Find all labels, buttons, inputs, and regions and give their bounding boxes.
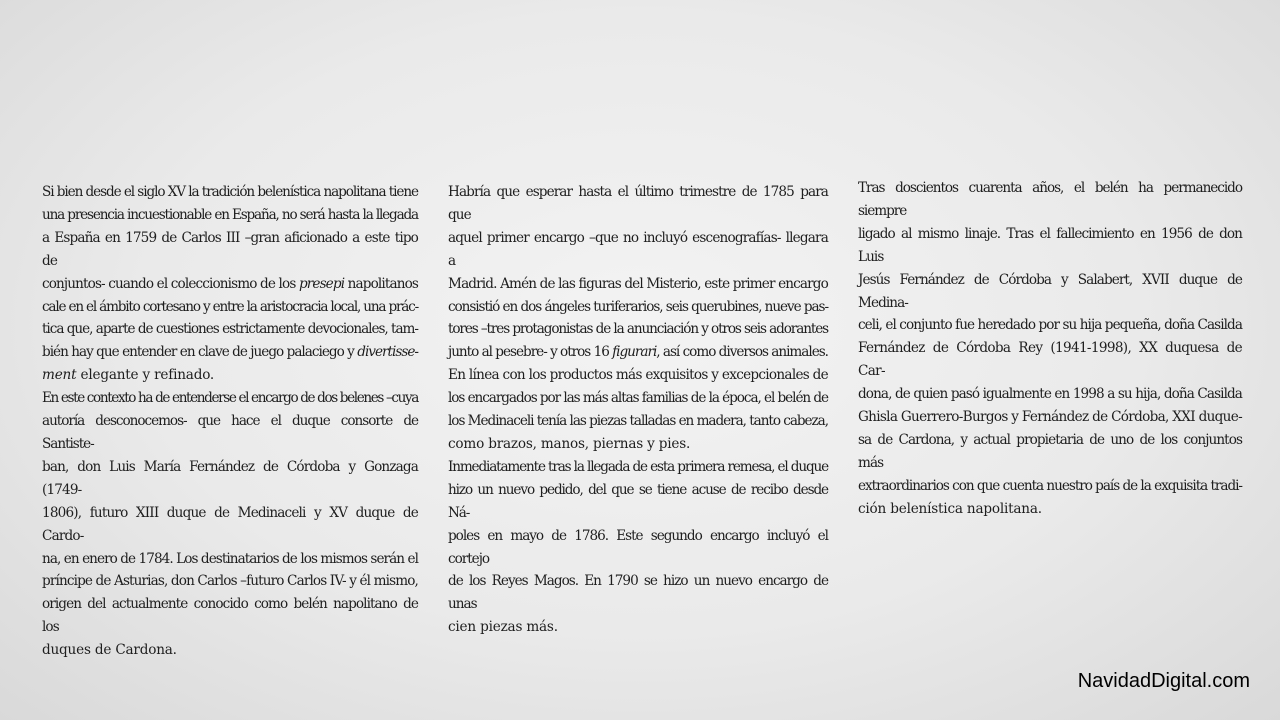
text-line bbox=[448, 479, 828, 525]
text-column-1 bbox=[42, 181, 418, 662]
text-line bbox=[448, 616, 828, 639]
text-run: Inmediatamente tras la llegada de esta primera remesa, el duque bbox=[448, 458, 828, 475]
text-line bbox=[448, 525, 828, 571]
text-run: 1806), futuro XIII duque de Medinaceli y XV duque de Cardo- bbox=[42, 504, 418, 544]
paragraph bbox=[42, 387, 418, 662]
text-line bbox=[42, 227, 418, 273]
text-run: autoría desconocemos- que hace el duque consorte de Santiste- bbox=[42, 413, 418, 452]
text-run: a España en 1759 de Carlos III –gran aficionado a este tipo de bbox=[42, 229, 418, 269]
text-run: poles en mayo de 1786. Este segundo encargo incluyó el cortejo bbox=[448, 527, 828, 567]
text-run: hizo un nuevo pedido, del que se tiene acuse de recibo desde Ná- bbox=[448, 481, 828, 521]
text-line bbox=[448, 456, 828, 479]
text-line bbox=[858, 475, 1242, 498]
paragraph bbox=[858, 177, 1242, 521]
text-line bbox=[858, 223, 1242, 269]
text-run: En línea con los productos más exquisitos y excepcionales de bbox=[448, 367, 828, 384]
text-line bbox=[42, 364, 418, 387]
text-line bbox=[448, 387, 828, 410]
text-run: sa de Cardona, y actual propietaria de uno de los conjuntos más bbox=[858, 431, 1242, 471]
text-run: , así como diversos animales. bbox=[656, 344, 828, 361]
text-line bbox=[42, 639, 418, 662]
paragraph bbox=[42, 181, 418, 387]
text-run: ban, don Luis María Fernández de Córdoba y Gonzaga (1749- bbox=[42, 458, 418, 498]
text-run: Si bien desde el siglo XV la tradición belenística napolitana tiene bbox=[42, 184, 418, 200]
text-line bbox=[42, 204, 418, 227]
text-run: los encargados por las más altas familias de la época, el belén de bbox=[448, 390, 828, 407]
text-run: dona, de quien pasó igualmente en 1998 a su hija, doña Casilda bbox=[858, 386, 1242, 403]
text-line bbox=[42, 502, 418, 548]
text-run: ligado al mismo linaje. Tras el fallecimiento en 1956 de don Luis bbox=[858, 225, 1242, 265]
text-line bbox=[42, 341, 418, 364]
text-line bbox=[42, 273, 418, 296]
text-line bbox=[858, 314, 1242, 337]
text-line bbox=[42, 593, 418, 639]
text-column-3 bbox=[858, 177, 1242, 521]
text-line bbox=[448, 364, 828, 387]
paragraph bbox=[448, 181, 828, 456]
text-run: como brazos, manos, piernas y pies. bbox=[448, 435, 691, 452]
text-run: príncipe de Asturias, don Carlos –futuro Carlos IV- y él mismo, bbox=[42, 573, 418, 590]
paragraph bbox=[448, 456, 828, 639]
text-line bbox=[42, 410, 418, 456]
text-line bbox=[448, 296, 828, 319]
text-line bbox=[858, 337, 1242, 383]
text-line bbox=[42, 318, 418, 341]
text-run: Tras doscientos cuarenta años, el belén ha permanecido siempre bbox=[858, 180, 1242, 219]
text-run: una presencia incuestionable en España, no será hasta la llegada bbox=[42, 206, 418, 223]
text-run: Habría que esperar hasta el último trimestre de 1785 para que bbox=[448, 184, 828, 223]
text-line bbox=[448, 318, 828, 341]
text-run: junto al pesebre- y otros 16 bbox=[448, 344, 613, 361]
text-run: tores –tres protagonistas de la anunciación y otros seis adorantes bbox=[448, 321, 828, 338]
text-line bbox=[42, 570, 418, 593]
text-line bbox=[42, 548, 418, 571]
text-run: de los Reyes Magos. En 1790 se hizo un nuevo encargo de unas bbox=[448, 573, 828, 613]
text-line bbox=[858, 498, 1242, 521]
text-line bbox=[42, 296, 418, 319]
text-line bbox=[858, 429, 1242, 475]
italic-text: presepi bbox=[298, 275, 345, 292]
text-line bbox=[42, 181, 418, 204]
text-run: cale en el ámbito cortesano y entre la aristocracia local, una prác- bbox=[42, 298, 418, 315]
text-run: consistió en dos ángeles turiferarios, seis querubines, nueve pas- bbox=[448, 298, 828, 315]
text-line bbox=[448, 181, 828, 227]
text-run: Jesús Fernández de Córdoba y Salabert, XVII duque de Medina- bbox=[858, 271, 1242, 311]
text-run: duques de Cardona. bbox=[42, 642, 177, 659]
text-run: conjuntos- cuando el coleccionismo de los bbox=[42, 275, 299, 292]
text-run: napolitanos bbox=[344, 275, 418, 292]
text-line bbox=[858, 177, 1242, 223]
italic-text: ment bbox=[42, 367, 77, 384]
italic-text: divertisse- bbox=[357, 344, 418, 361]
text-line bbox=[858, 269, 1242, 315]
text-run: origen del actualmente conocido como belén napolitano de los bbox=[42, 596, 418, 636]
text-line bbox=[448, 227, 828, 273]
italic-text: figurari bbox=[612, 344, 657, 361]
text-run: los Medinaceli tenía las piezas talladas en madera, tanto cabeza, bbox=[448, 413, 828, 430]
text-run: cien piezas más. bbox=[448, 619, 558, 636]
text-line bbox=[42, 456, 418, 502]
text-run: tica que, aparte de cuestiones estrictamente devocionales, tam- bbox=[42, 321, 418, 338]
text-run: Ghisla Guerrero-Burgos y Fernández de Córdoba, XXI duque- bbox=[858, 409, 1242, 426]
text-run: elegante y refinado. bbox=[76, 367, 215, 384]
text-line bbox=[448, 341, 828, 364]
text-run: na, en enero de 1784. Los destinatarios de los mismos serán el bbox=[42, 550, 418, 567]
text-line bbox=[448, 410, 828, 433]
text-line bbox=[858, 383, 1242, 406]
text-line bbox=[448, 433, 828, 456]
text-line bbox=[42, 387, 418, 410]
text-run: Fernández de Córdoba Rey (1941-1998), XX duquesa de Car- bbox=[858, 340, 1242, 380]
text-run: En este contexto ha de entenderse el encargo de dos belenes –cuya bbox=[42, 390, 418, 407]
text-run: aquel primer encargo –que no incluyó escenografías- llegara a bbox=[448, 229, 828, 269]
text-run: Madrid. Amén de las figuras del Misterio, este primer encargo bbox=[448, 275, 828, 292]
site-watermark: NavidadDigital.com bbox=[1077, 670, 1250, 692]
text-line bbox=[448, 273, 828, 296]
text-run: ción belenística napolitana. bbox=[858, 500, 1042, 517]
text-run: celi, el conjunto fue heredado por su hija pequeña, doña Casilda bbox=[858, 317, 1242, 334]
text-run: bién hay que entender en clave de juego palaciego y bbox=[42, 344, 358, 361]
text-run: extraordinarios con que cuenta nuestro país de la exquisita tradi- bbox=[858, 477, 1242, 494]
text-column-2 bbox=[448, 181, 828, 639]
text-line bbox=[858, 406, 1242, 429]
text-line bbox=[448, 570, 828, 616]
